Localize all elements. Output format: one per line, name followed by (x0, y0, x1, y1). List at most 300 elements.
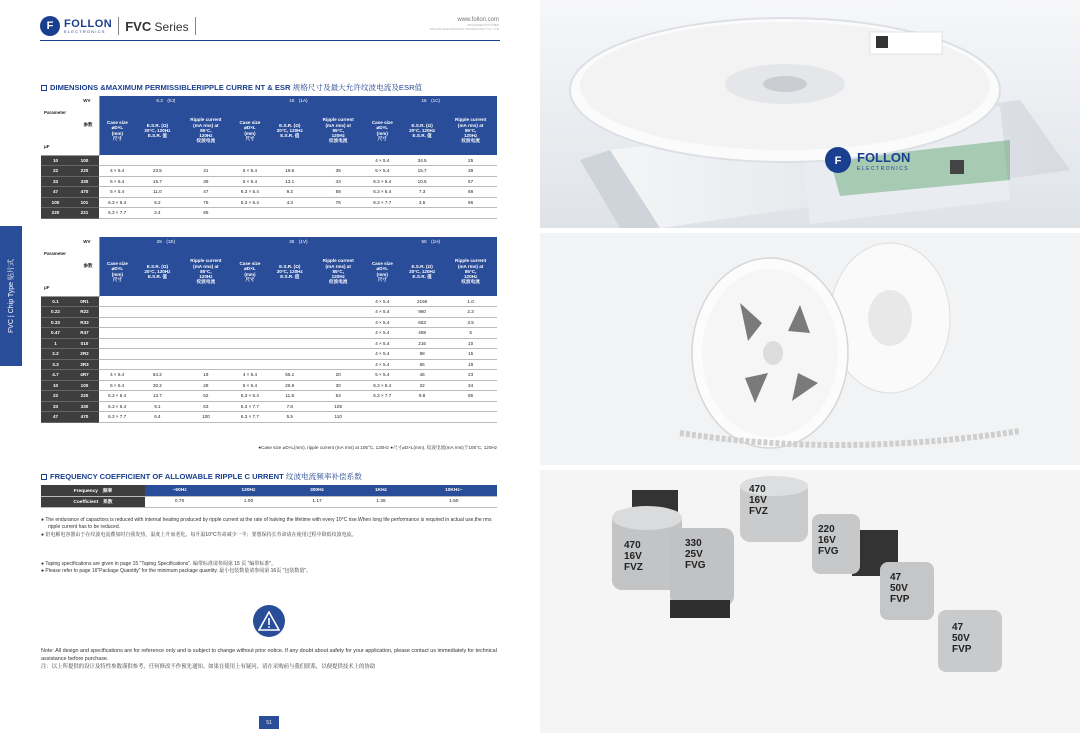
header-line: 20°C, 120Hz (144, 268, 171, 274)
value-cell (312, 349, 365, 360)
reel-box-photo (540, 0, 1080, 228)
value-cell (135, 307, 179, 318)
coef-cell: 0.70 (145, 496, 214, 507)
value-cell: 15.7 (400, 166, 444, 177)
header-line: (mA rms) at (457, 263, 484, 269)
value-cell: 110 (312, 412, 365, 423)
cap-label: 220 (818, 524, 835, 535)
header-line: Ripple current (322, 117, 354, 123)
header-line: 85°C, (200, 127, 212, 133)
freq-cell: 1KHz (351, 485, 410, 496)
value-cell (232, 317, 267, 328)
value-cell: 39 (180, 176, 233, 187)
header-line: 20°C, 120Hz (276, 127, 303, 133)
capacitance-cell: 10 (41, 380, 70, 391)
header-line: 纹波电流 (329, 279, 348, 285)
side-tab-label: FVC | Chip Type 贴片式 (8, 258, 16, 334)
capacitance-cell: 10 (41, 155, 70, 166)
coef-cell: 1.00 (214, 496, 283, 507)
header-rule (40, 40, 500, 41)
case-size-header (232, 247, 267, 296)
value-cell: 100 (180, 412, 233, 423)
value-cell (180, 328, 233, 339)
value-cell: 10 (444, 338, 497, 349)
value-cell: 6.3 × 7.7 (99, 412, 135, 423)
coefficient-row (41, 496, 497, 507)
header-line: 纹波电流 (196, 279, 216, 285)
value-cell: 64.2 (135, 370, 179, 381)
value-cell (180, 317, 233, 328)
table-row (41, 208, 497, 219)
checkbox-square-icon (41, 85, 47, 91)
brand-name: FOLLON (64, 17, 113, 30)
value-cell (135, 359, 179, 370)
value-cell: 4 × 5.4 (232, 370, 267, 381)
value-cell: 5 × 5.4 (232, 380, 267, 391)
header-line: Ripple current (455, 258, 487, 264)
cap-label: FVZ (749, 506, 768, 517)
value-cell (400, 412, 444, 423)
brand-sub: ELECTRONICS (64, 28, 106, 34)
value-cell: 7.8 (268, 401, 312, 412)
value-cell: 6.3 × 5.4 (365, 176, 400, 187)
case-size-header (232, 106, 267, 155)
voltage-header-row (41, 237, 497, 247)
header-line: ⌀D×L (111, 125, 124, 131)
capacitance-cell: 0.33 (41, 317, 70, 328)
table-row (41, 338, 497, 349)
value-cell: 4 × 5.4 (365, 296, 400, 307)
value-cell (99, 307, 135, 318)
cap-label: FVG (685, 560, 706, 571)
series-title (125, 19, 188, 34)
reference-notes (41, 561, 501, 576)
value-cell: 6.3 × 7.7 (232, 412, 267, 423)
value-cell: 75 (180, 197, 233, 208)
header-line: 120Hz (331, 133, 345, 139)
header-line: E.S.R. 值 (147, 133, 167, 139)
value-cell: 28 (180, 380, 233, 391)
value-cell: 85 (444, 391, 497, 402)
value-cell: 15 (444, 349, 497, 360)
header-line: 尺寸 (245, 135, 255, 141)
series-word: Series (151, 19, 189, 34)
value-cell: 13.7 (135, 391, 179, 402)
product-photos (540, 0, 1080, 733)
cap-label: 50V (890, 583, 908, 594)
value-cell: 2.4 (135, 208, 179, 219)
code-cell: 470 (70, 187, 99, 198)
code-cell: R33 (70, 317, 99, 328)
value-cell (99, 317, 135, 328)
header-line: Case size (106, 119, 128, 125)
esr-header (135, 247, 179, 296)
table-row (41, 359, 497, 370)
frequency-table (41, 485, 497, 508)
cap-label: 470 (749, 484, 766, 495)
value-cell: 6.3 × 5.4 (99, 391, 135, 402)
value-cell: 65 (400, 359, 444, 370)
box-brand: FOLLON (857, 150, 911, 165)
header-line: 尺寸 (245, 276, 255, 282)
table-row (41, 187, 497, 198)
cap-label: FVZ (624, 562, 643, 573)
parameter-label: Parameter (44, 251, 67, 256)
value-cell: 63 (180, 401, 233, 412)
header-line: 120Hz (331, 274, 345, 280)
value-cell: 3.5 (400, 197, 444, 208)
value-cell (180, 338, 233, 349)
value-cell (400, 401, 444, 412)
parameter-header-row (41, 106, 497, 155)
header-line: (mm) (376, 271, 388, 277)
value-cell: 20 (312, 370, 365, 381)
header-line: Ripple current (455, 117, 487, 123)
value-cell (268, 155, 312, 166)
header-line: E.S.R. 值 (412, 133, 432, 139)
cap-label: 25V (685, 549, 703, 560)
value-cell (312, 359, 365, 370)
cap-label: FVP (952, 644, 972, 655)
value-cell: 13.1 (268, 176, 312, 187)
series-code: FVC (125, 18, 152, 34)
header-line: (mm) (111, 271, 124, 277)
header-line: E.S.R. 值 (280, 274, 300, 280)
value-cell: 6.3 × 5.4 (232, 391, 267, 402)
value-cell: 6.3 × 7.7 (365, 197, 400, 208)
website-line3: FOLLON ELECTRONICS TECHNOLOGY CO., LTD (429, 27, 499, 31)
parameter-cn-label: 参数 (83, 263, 93, 268)
capacitance-cell: 22 (41, 166, 70, 177)
capacitors-photo (540, 470, 1080, 733)
code-cell: R22 (70, 307, 99, 318)
value-cell: 55.1 (268, 370, 312, 381)
code-cell: 470 (70, 412, 99, 423)
value-cell: 6.3 × 5.4 (365, 380, 400, 391)
value-cell (312, 296, 365, 307)
reels-photo (540, 233, 1080, 465)
cap-label: 47 (890, 572, 902, 583)
value-cell: 25.9 (268, 380, 312, 391)
code-cell: 330 (70, 176, 99, 187)
svg-text:F: F (834, 155, 842, 167)
value-cell: 105 (312, 401, 365, 412)
value-cell: 5 × 5.4 (232, 166, 267, 177)
value-cell: 216 (400, 338, 444, 349)
value-cell (268, 317, 312, 328)
cap-label: 16V (818, 535, 836, 546)
header-line: E.S.R. 值 (147, 274, 167, 280)
header-line: Ripple current (190, 117, 222, 123)
value-cell: 96 (444, 197, 497, 208)
value-cell: 5 × 5.4 (99, 187, 135, 198)
code-cell: 3R3 (70, 359, 99, 370)
value-cell: 6.3 × 7.7 (232, 401, 267, 412)
value-cell (180, 296, 233, 307)
header-line: (mA rms) at (325, 122, 351, 128)
package-note: ● Please refer to page 16"Package Quantity" for the minimum package quantity. 最小包装数量请参阅第 16页 "包装数量"。 (41, 568, 312, 575)
header-divider (118, 17, 119, 35)
header-line: Case size (371, 119, 393, 125)
case-size-header (365, 247, 400, 296)
code-cell: 4R7 (70, 370, 99, 381)
value-cell: 11.0 (135, 187, 179, 198)
header-line: 85°C, (464, 268, 477, 274)
value-cell (135, 338, 179, 349)
code-cell: R47 (70, 328, 99, 339)
header-line: 120Hz (199, 274, 213, 280)
spec-table-low-voltage (41, 96, 497, 219)
table-row (41, 412, 497, 423)
voltage-header: 10 (1A) (232, 96, 364, 106)
value-cell: 5 × 5.4 (99, 176, 135, 187)
voltage-header: 35 (1V) (232, 237, 364, 247)
header-line: Ripple current (190, 258, 222, 264)
section1-en: DIMENSIONS &MAXIMUM PERMISSIBLERIPPLE CURRE NT & ESR (50, 83, 291, 92)
capacitance-cell: 33 (41, 401, 70, 412)
value-cell (312, 317, 365, 328)
esr-header (400, 247, 444, 296)
ripple-header (312, 247, 365, 296)
checkbox-square-icon (41, 474, 47, 480)
header-line: 尺寸 (112, 276, 122, 282)
value-cell: 34 (444, 380, 497, 391)
header-line: (mm) (244, 271, 256, 277)
capacitance-cell: 220 (41, 208, 70, 219)
value-cell (268, 328, 312, 339)
header-line: 85°C, (332, 268, 344, 274)
value-cell: 34.5 (400, 155, 444, 166)
cap-label: 16V (749, 495, 767, 506)
value-cell (268, 208, 312, 219)
parameter-label: Parameter (44, 110, 67, 115)
cap-label: 47 (952, 622, 964, 633)
capacitance-cell: 2.2 (41, 349, 70, 360)
esr-header (268, 106, 312, 155)
capacitance-cell: 4.7 (41, 370, 70, 381)
table-corner (41, 237, 99, 296)
page-number: 51 (259, 716, 279, 729)
cap-label: FVG (818, 546, 839, 557)
header-line: 85°C, (464, 127, 477, 133)
ripple-header (444, 247, 497, 296)
table-row (41, 176, 497, 187)
value-cell: 57 (444, 176, 497, 187)
freq-cell: ~50Hz (145, 485, 214, 496)
header-line: 20°C, 120Hz (144, 127, 171, 133)
website-line2: ADVANCED POLYMER (467, 23, 499, 27)
box-brand-sub: ELECTRONICS (857, 166, 910, 172)
ripple-header (444, 106, 497, 155)
value-cell: 7.3 (400, 187, 444, 198)
header-line: 尺寸 (377, 135, 387, 141)
value-cell (232, 338, 267, 349)
value-cell: 4 × 5.4 (365, 359, 400, 370)
value-cell: 1.0 (444, 296, 497, 307)
value-cell: 6.3 × 5.4 (232, 197, 267, 208)
value-cell (268, 296, 312, 307)
brand-logo (64, 19, 112, 34)
capacitance-cell: 47 (41, 412, 70, 423)
value-cell (180, 307, 233, 318)
header-line: E.S.R. 值 (280, 133, 300, 139)
code-cell: 2R2 (70, 349, 99, 360)
table-row (41, 401, 497, 412)
value-cell: 19 (180, 370, 233, 381)
header-line: E.S.R. 值 (412, 274, 432, 280)
value-cell (99, 359, 135, 370)
section-title-dimensions (41, 82, 422, 93)
value-cell: 43 (312, 176, 365, 187)
header-line: 尺寸 (112, 135, 122, 141)
value-cell: 30 (312, 380, 365, 391)
header-line: 120Hz (199, 133, 213, 139)
capacitance-cell: 47 (41, 187, 70, 198)
header-line: 85°C, (200, 268, 212, 274)
header-line: Case size (239, 260, 261, 266)
capacitance-cell: 0.22 (41, 307, 70, 318)
header-line: 纹波电流 (329, 138, 348, 144)
code-cell: 220 (70, 166, 99, 177)
value-cell (99, 338, 135, 349)
value-cell: 4 × 5.4 (365, 317, 400, 328)
cap-label: 330 (685, 538, 702, 549)
value-cell: 4 × 5.4 (365, 155, 400, 166)
cap-label: 16V (624, 551, 642, 562)
value-cell (135, 328, 179, 339)
voltage-header: 16 (1C) (365, 96, 497, 106)
value-cell: 52 (180, 391, 233, 402)
esr-header (400, 106, 444, 155)
code-cell: 220 (70, 391, 99, 402)
value-cell: 3.5 (444, 317, 497, 328)
value-cell (268, 338, 312, 349)
value-cell (268, 349, 312, 360)
header-line: 85°C, (332, 127, 344, 133)
code-cell: 330 (70, 401, 99, 412)
header-line: 尺寸 (377, 276, 387, 282)
value-cell: 19.6 (268, 166, 312, 177)
value-cell: 54 (312, 391, 365, 402)
code-cell: 010 (70, 338, 99, 349)
value-cell: 10.5 (400, 176, 444, 187)
voltage-header-row (41, 96, 497, 106)
header-line: (mm) (244, 130, 256, 136)
code-cell: 221 (70, 208, 99, 219)
value-cell (312, 208, 365, 219)
capacitance-cell: 0.1 (41, 296, 70, 307)
table-row (41, 307, 497, 318)
capacitance-cell: 22 (41, 391, 70, 402)
voltage-header: 50 (1H) (365, 237, 497, 247)
value-cell (365, 208, 400, 219)
cap-label: 470 (624, 540, 641, 551)
header-line: 纹波电流 (461, 138, 480, 144)
value-cell: 6.4 (135, 412, 179, 423)
value-cell (232, 307, 267, 318)
header-line: Case size (239, 119, 261, 125)
freq-cell: 300Hz (283, 485, 352, 496)
value-cell: 9.8 (400, 391, 444, 402)
value-cell: 9.1 (135, 401, 179, 412)
uf-label: μF (44, 144, 50, 149)
header-line: Case size (106, 260, 128, 266)
header-line: ⌀D×L (111, 266, 124, 272)
value-cell (232, 296, 267, 307)
value-cell (135, 317, 179, 328)
esr-header (268, 247, 312, 296)
disclaimer-cn: 注：以上所提供的设计及特性参数谨供参考，任何修改不作预先通知。如果在使用上有疑问，请在采购前与我们联系，以便提供技术上的协助 (41, 664, 376, 671)
voltage-header: 25 (1E) (99, 237, 232, 247)
value-cell (268, 359, 312, 370)
value-cell: 4 × 5.4 (365, 307, 400, 318)
value-cell (180, 155, 233, 166)
value-cell: 6.3 × 7.7 (365, 391, 400, 402)
uf-label: μF (44, 285, 50, 290)
value-cell: 68 (444, 187, 497, 198)
value-cell (99, 296, 135, 307)
header-divider-2 (195, 17, 196, 35)
value-cell: 5 (444, 328, 497, 339)
table-row (41, 317, 497, 328)
header-line: (mA rms) at (325, 263, 351, 269)
value-cell: 459 (400, 328, 444, 339)
header-line: 120Hz (463, 133, 478, 139)
value-cell (99, 155, 135, 166)
table-row (41, 328, 497, 339)
table-corner (41, 96, 99, 155)
spec-table-high-voltage (41, 237, 497, 423)
ripple-note-en: ● The endurance of capacitors is reduced with internal heating produced by ripple current at the rate of halving the lifetime with every 10°C rise.When long life performance is required in actual use,the rms ripple current has to be reduced. (41, 517, 492, 531)
table-row (41, 349, 497, 360)
value-cell (135, 296, 179, 307)
value-cell (365, 401, 400, 412)
disclaimer (41, 647, 501, 671)
voltage-header: 6.3 (0J) (99, 96, 232, 106)
value-cell (99, 349, 135, 360)
section-title-frequency (41, 471, 362, 482)
value-cell (180, 349, 233, 360)
table-row (41, 197, 497, 208)
value-cell: 6.3 × 7.7 (99, 208, 135, 219)
page-header (40, 14, 202, 38)
value-cell (99, 328, 135, 339)
value-cell: 6.3 × 5.4 (99, 401, 135, 412)
table-row (41, 391, 497, 402)
header-line: E.S.R. (Ω) (146, 263, 169, 269)
code-cell: 101 (70, 197, 99, 208)
case-size-header (365, 106, 400, 155)
header-line: ⌀D×L (244, 266, 256, 272)
coef-cell: 1.50 (411, 496, 497, 507)
value-cell: 11.8 (268, 391, 312, 402)
frequency-row (41, 485, 497, 496)
value-cell: 15.7 (135, 176, 179, 187)
value-cell (232, 328, 267, 339)
value-cell: 5.2 (135, 197, 179, 208)
header-line: 20°C, 120Hz (409, 127, 436, 133)
value-cell: 5.5 (268, 412, 312, 423)
value-cell: 18 (444, 359, 497, 370)
wv-label: WV (83, 239, 91, 244)
value-cell: 5 × 5.4 (365, 370, 400, 381)
disclaimer-en: Note: All design and specifications are for reference only and is subject to change without prior notice. If any doubt about safety for your application, please contact us immediately for technical assistance before purchase. (41, 648, 497, 663)
header-line: (mA rms) at (193, 122, 219, 128)
value-cell (444, 412, 497, 423)
website-url[interactable]: www.follon.com (457, 17, 499, 23)
parameter-header-row (41, 247, 497, 296)
code-cell: 100 (70, 155, 99, 166)
